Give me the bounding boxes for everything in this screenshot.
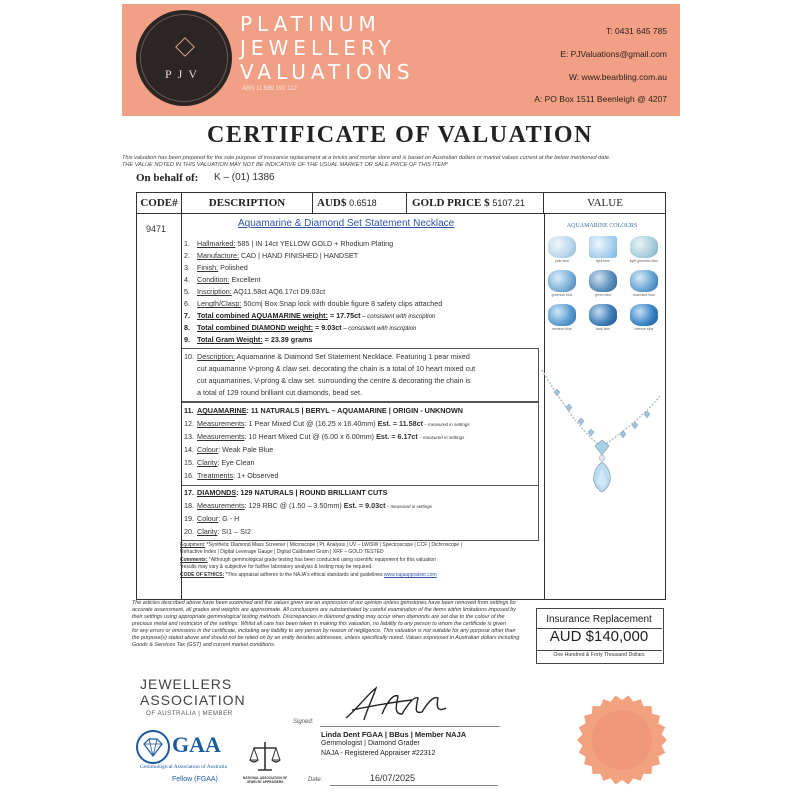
line-aquamarine-clarity: 15. Clarity: Eye Clean [184,458,255,467]
line-length-clasp: 6. Length/Clasp: 50cm| Box Snap lock with double figure 8 safety clips attached [184,299,443,308]
gem-label: light blue [595,259,610,263]
line-aquamarine-measurements-2: 13. Measurements: 10 Heart Mixed Cut @ (6.00 x 6.00mm) Est. = 6.17ct – measured in settings [184,432,465,441]
gem-label: intense blue [634,327,654,331]
signature-line [320,726,500,727]
line-diamond-colour: 19. Colour: G - H [184,514,240,523]
valuation-terms: The articles described above have been examined and the values given are an expression of our opinion unless gemstones have been removed from settings for accurate assessment, all grades and weights are approximate. All conclusions are substantiated by careful examination of the items within limitations imposed by their settings using appropriate gemmological testing methods. Discrepancies in diamond grading may occur when diamonds are set due to the colour of the precious metal and restriction of the settings. Whilst all care has been taken in making this valuation, no liability to any person to whom the certificate is given for any errors or omissions in the certificate, including any liability to any person by reason of negligence. This valuation is not suitable for any purpose other than the purpose(s) stated above and should not be relied on by an entity besides addressee, unless specifically noted. Values expressed in Australian dollars including Goods & Services Tax (GST) and current market conditions. [132,600,520,648]
brand-line-1: PLATINUM [240,12,381,36]
brand-line-2: JEWELLERY [240,36,396,60]
header-value: VALUE [587,197,623,209]
line-aquamarine-measurements-1: 12. Measurements: 1 Pear Mixed Cut @ (16.25 x 16.40mm) Est. = 11.58ct – measured in settings [184,419,470,428]
description-line-3: cut aquamarines, V-prong & claw set. surrounding the centre & decorating the chain is [197,376,471,385]
gem-swatch [589,270,617,292]
signer-title-1: Gemmologist | Diamond Grader [321,740,420,747]
necklace-photo [540,360,662,546]
gem-swatch [630,304,658,326]
signed-label: Signed: [293,719,314,725]
insurance-label: Insurance Replacement [546,614,652,625]
line-finish: 3. Finish: Polished [184,263,248,272]
contact-address: A: PO Box 1511 Beenleigh @ 4207 [534,94,667,104]
scales-icon [248,738,282,774]
aud-label: AUD$ [317,197,347,209]
insurance-value: AUD $140,000 [549,628,649,645]
equipment-line-1: Equipment: *Synthetic Diamond Mass Screener | Microscope | Pt. Analysis | UV – LW/SW | Spectroscope | CCF | Dichroscope | [180,542,462,548]
gem-label: pale blue [554,259,570,263]
gem-label: dark blue [595,327,611,331]
line-aquamarine-weight: 7. Total combined AQUAMARINE weight: = 17.75ct – consistent with inscription [184,311,436,320]
line-manufacture: 2. Manufacture: CAD | HAND FINISHED | HANDSET [184,251,359,260]
date-line [330,785,498,786]
equipment-line-2: Refractive Index | Digital Leverage Gauge | Digital Calibrated Gram | XRF – GOLD TESTED [180,549,384,555]
line-aquamarine-treatments: 16. Treatments: 1+ Observed [184,471,279,480]
line-inscription: 5. Inscription: AQ11.58ct AQ6.17ct D9.03ct [184,287,326,296]
aud-value: 0.6518 [349,198,377,208]
header-description: DESCRIPTION [182,193,313,213]
brand-line-3: VALUATIONS [240,60,415,84]
certificate-title: CERTIFICATE OF VALUATION [207,122,593,148]
date-value: 16/07/2025 [370,773,416,783]
gem-swatch [548,304,576,326]
pjv-logo [136,10,232,106]
gem-label: greenish blue [551,293,573,297]
naja-link[interactable]: www.najaappraiser.com [383,572,437,578]
gaa-logo-text: GAA [172,732,221,757]
gem-swatch [548,270,576,292]
aquamarine-colour-chart [544,232,662,344]
gem-label: medium blue [551,327,573,331]
line-aquamarine-header: 11. AQUAMARINE: 11 NATURALS | BERYL – AQUAMARINE | ORIGIN - UNKNOWN [184,406,463,415]
gold-value: 5107.21 [492,198,525,208]
line-condition: 4. Condition: Excellent [184,275,261,284]
gem-swatch [589,236,617,258]
jewellers-association-line-2: ASSOCIATION [140,692,246,708]
gem-label: blue/dark blue [633,293,655,297]
line-gram-weight: 9. Total Gram Weight: = 23.39 grams [184,335,313,344]
insurance-value-words: One Hundred & Forty Thousand Dollars [553,652,645,658]
gem-swatch [630,270,658,292]
disclaimer-line-1: This valuation has been prepared for the sole purpose of insurance replacement at a bricks and mortar store and is based on Australian dollars or market values current at the below mentioned date. [122,155,611,161]
gem-swatch [548,236,576,258]
logo-text: PJV [164,67,203,81]
line-diamond-clarity: 20. Clarity: SI1 – SI2 [184,527,251,536]
code-of-ethics: CODE OF ETHICS: *This appraisal adheres to the NAJA's ethical standards and guidelines www.najaappraiser.com [180,572,437,578]
behalf-value: K – (01) 1386 [214,172,275,183]
line-aquamarine-colour: 14. Colour: Weak Pale Blue [184,445,274,454]
contact-phone: T: 0431 645 785 [606,26,667,36]
gem-swatch [630,236,658,258]
gaa-fellow: Fellow (FGAA) [172,776,218,783]
description-line-4: a total of 129 round brilliant cut diamonds, bead set. [197,388,363,397]
item-code: 9471 [146,224,167,234]
gold-label: GOLD PRICE $ [412,197,490,209]
header-gold-price [408,193,544,213]
gem-label: green blue [594,293,612,297]
jewellers-association-line-1: JEWELLERS [140,676,233,692]
description-line-2: cut aquamarine V-prong & claw set. decorating the chain is a total of 10 heart mixed cut [197,364,476,373]
abn-number: ABN 11 589 192 112 [242,86,297,92]
disclaimer-line-2: THE VALUE NOTED IN THIS VALUATION MAY NOT BE INDICATIVE OF THE USUAL MARKET OR SALE PRICE OF THIS ITEM* [122,162,448,168]
signer-title-2: NAJA - Registered Appraiser #22312 [321,750,436,757]
comments-line-1: Comments: *Although gemmological grade testing has been conducted using scientific equipment for this valuation [180,557,436,563]
jewellers-association-line-3: OF AUSTRALIA | MEMBER [146,710,233,717]
certificate-seal [576,694,668,786]
line-diamond-measurements: 18. Measurements: 129 RBC @ (1.50 – 3.50mm) Est. = 9.03ct – measured in settings [184,501,433,510]
item-title: Aquamarine & Diamond Set Statement Necklace [238,218,455,229]
header-aud [313,193,407,213]
line-diamonds-header: 17. DIAMONDS: 129 NATURALS | ROUND BRILLIANT CUTS [184,488,388,497]
gem-swatch [589,304,617,326]
gaa-full-name: Gemmological Association of Australia [140,764,227,770]
line-description: 10. Description: Aquamarine & Diamond Set Statement Necklace. Featuring 1 pear mixed [184,352,470,361]
comments-line-2: *results may vary & subjective for further laboratory analysis & testing may be required. [180,564,373,570]
header-code: CODE# [137,193,182,213]
gem-label: light greenish blue [629,259,659,263]
behalf-label: On behalf of: [136,172,199,184]
contact-email: E: PJValuations@gmail.com [560,49,667,59]
signature-image [342,680,462,726]
gaa-diamond-icon [136,730,170,764]
contact-website: W: www.bearbling.com.au [568,72,667,82]
line-hallmarked: 1. Hallmarked: 585 | IN 14ct YELLOW GOLD + Rhodium Plating [184,239,394,248]
naja-label: NATIONAL ASSOCIATION OF JEWELRY APPRAISERS [242,776,288,784]
aquamarine-colours-title: AQUAMARINE COLOURS [566,223,638,229]
line-diamond-weight: 8. Total combined DIAMOND weight: = 9.03ct – consistent with inscription [184,323,417,332]
date-label: Date: [308,777,323,783]
table-header-row [137,193,665,214]
signer-name: Linda Dent FGAA | BBus | Member NAJA [321,730,467,739]
